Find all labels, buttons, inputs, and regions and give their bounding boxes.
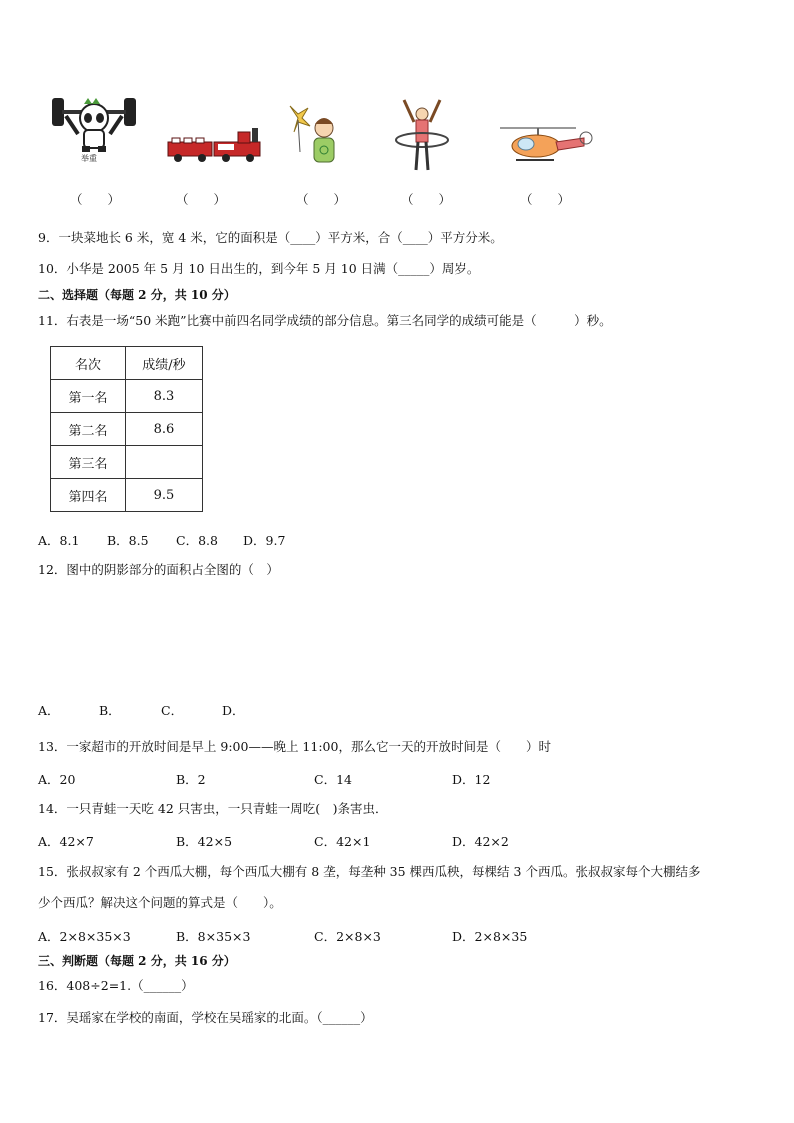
picture-4-answer-blank[interactable]: （ ） [401, 192, 452, 207]
q11-option-d[interactable]: D．9.7 [243, 533, 286, 548]
table-cell-rank: 第三名 [51, 446, 126, 479]
table-row [51, 446, 203, 479]
table-cell-score [126, 446, 203, 479]
q15-option-d[interactable]: D．2×8×35 [452, 929, 528, 944]
weightlifting-caption: 举重 [81, 154, 97, 163]
picture-3-answer-blank[interactable]: （ ） [296, 192, 347, 207]
question-15-line-1: 15．张叔叔家有 2 个西瓜大棚，每个西瓜大棚有 8 垄，每垄种 35 棵西瓜秧，每棵结 3 个西瓜。张叔叔家每个大棚结多 [38, 864, 701, 879]
table-header-row [51, 347, 203, 380]
question-15-line-2: 少个西瓜？解决这个问题的算式是（ ）。 [38, 895, 282, 910]
q12-option-c[interactable]: C． [161, 703, 184, 718]
q11-option-a[interactable]: A．8.1 [38, 533, 80, 548]
table-row [51, 380, 203, 413]
q15-option-b[interactable]: B．8×35×3 [176, 929, 251, 944]
section-2-heading: 二、选择题（每题 2 分，共 10 分） [38, 288, 236, 302]
question-9: 9．一块菜地长 6 米，宽 4 米，它的面积是（____）平方米，合（____）平方分米。 [38, 230, 503, 245]
question-12: 12．图中的阴影部分的面积占全图的（ ） [38, 562, 279, 577]
section-3-heading: 三、判断题（每题 2 分，共 16 分） [38, 954, 236, 968]
hula-hoop-girl-picture [392, 96, 452, 176]
q13-option-c[interactable]: C．14 [314, 772, 352, 787]
q15-option-c[interactable]: C．2×8×3 [314, 929, 381, 944]
table-row [51, 479, 203, 512]
table-row [51, 413, 203, 446]
table-header-score: 成绩/秒 [126, 347, 203, 380]
question-13: 13．一家超市的开放时间是早上 9:00——晚上 11:00，那么它一天的开放时间是（ ）时 [38, 739, 551, 754]
question-16: 16．408÷2=1.（______） [38, 978, 194, 993]
q12-option-a[interactable]: A． [38, 703, 60, 718]
table-cell-score: 8.3 [126, 380, 203, 413]
q12-option-d[interactable]: D． [222, 703, 245, 718]
table-cell-rank: 第一名 [51, 380, 126, 413]
table-cell-score: 8.6 [126, 413, 203, 446]
q13-option-b[interactable]: B．2 [176, 772, 206, 787]
q14-option-d[interactable]: D．42×2 [452, 834, 509, 849]
question-14: 14．一只青蛙一天吃 42 只害虫，一只青蛙一周吃( )条害虫． [38, 801, 388, 816]
q14-option-a[interactable]: A．42×7 [38, 834, 94, 849]
table-cell-rank: 第四名 [51, 479, 126, 512]
q14-option-b[interactable]: B．42×5 [176, 834, 233, 849]
q13-option-d[interactable]: D．12 [452, 772, 491, 787]
table-cell-rank: 第二名 [51, 413, 126, 446]
question-17: 17．吴瑶家在学校的南面，学校在吴瑶家的北面。（______） [38, 1010, 373, 1025]
q13-option-a[interactable]: A．20 [38, 772, 76, 787]
helicopter-picture [496, 120, 594, 166]
train-picture [166, 126, 268, 164]
q11-option-c[interactable]: C．8.8 [176, 533, 218, 548]
q12-option-b[interactable]: B． [99, 703, 121, 718]
q15-option-a[interactable]: A．2×8×35×3 [38, 929, 131, 944]
picture-5-answer-blank[interactable]: （ ） [520, 192, 571, 207]
q14-option-c[interactable]: C．42×1 [314, 834, 371, 849]
pinwheel-boy-picture [284, 102, 342, 168]
table-header-rank: 名次 [51, 347, 126, 380]
question-11: 11．右表是一场“50 米跑”比赛中前四名同学成绩的部分信息。第三名同学的成绩可能是（ ）秒。 [38, 313, 612, 328]
q11-option-b[interactable]: B．8.5 [107, 533, 149, 548]
picture-2-answer-blank[interactable]: （ ） [176, 192, 227, 207]
race-results-table [50, 346, 203, 512]
question-10: 10．小华是 2005 年 5 月 10 日出生的，到今年 5 月 10 日满（_____）周岁。 [38, 261, 480, 276]
picture-1-answer-blank[interactable]: （ ） [70, 192, 121, 207]
table-cell-score: 9.5 [126, 479, 203, 512]
